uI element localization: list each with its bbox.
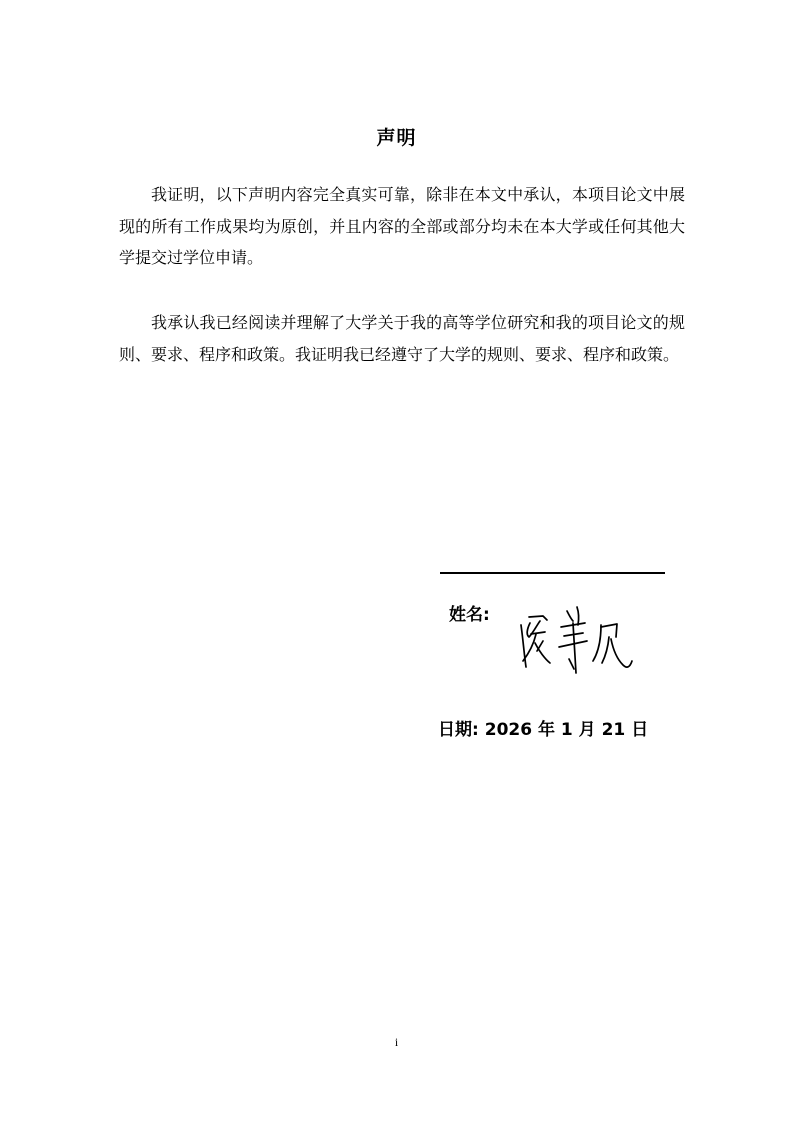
date-month: 1 bbox=[560, 720, 573, 740]
handwritten-signature bbox=[513, 603, 639, 677]
declaration-title: 声明 bbox=[376, 127, 417, 149]
date-day: 21 bbox=[601, 720, 626, 740]
declaration-paragraph-compliance: 我承认我已经阅读并理解了大学关于我的高等学位研究和我的项目论文的规则、要求、程序和政策。我证明我已经遵守了大学的规则、要求、程序和政策。 bbox=[119, 313, 685, 364]
declaration-paragraph-originality: 我证明，以下声明内容完全真实可靠，除非在本文中承认，本项目论文中展现的所有工作成果均为原创，并且内容的全部或部分均未在本大学或任何其他大学提交过学位申请。 bbox=[119, 185, 685, 267]
name-label: 姓名: bbox=[449, 605, 490, 625]
date-label: 日期: bbox=[438, 720, 479, 740]
page-number: i bbox=[394, 1035, 399, 1049]
month-unit: 月 bbox=[578, 720, 596, 740]
date-line bbox=[438, 717, 648, 743]
day-unit: 日 bbox=[631, 720, 649, 740]
signature-underline bbox=[440, 572, 665, 574]
year-unit: 年 bbox=[537, 720, 555, 740]
date-year: 2026 bbox=[484, 720, 533, 740]
